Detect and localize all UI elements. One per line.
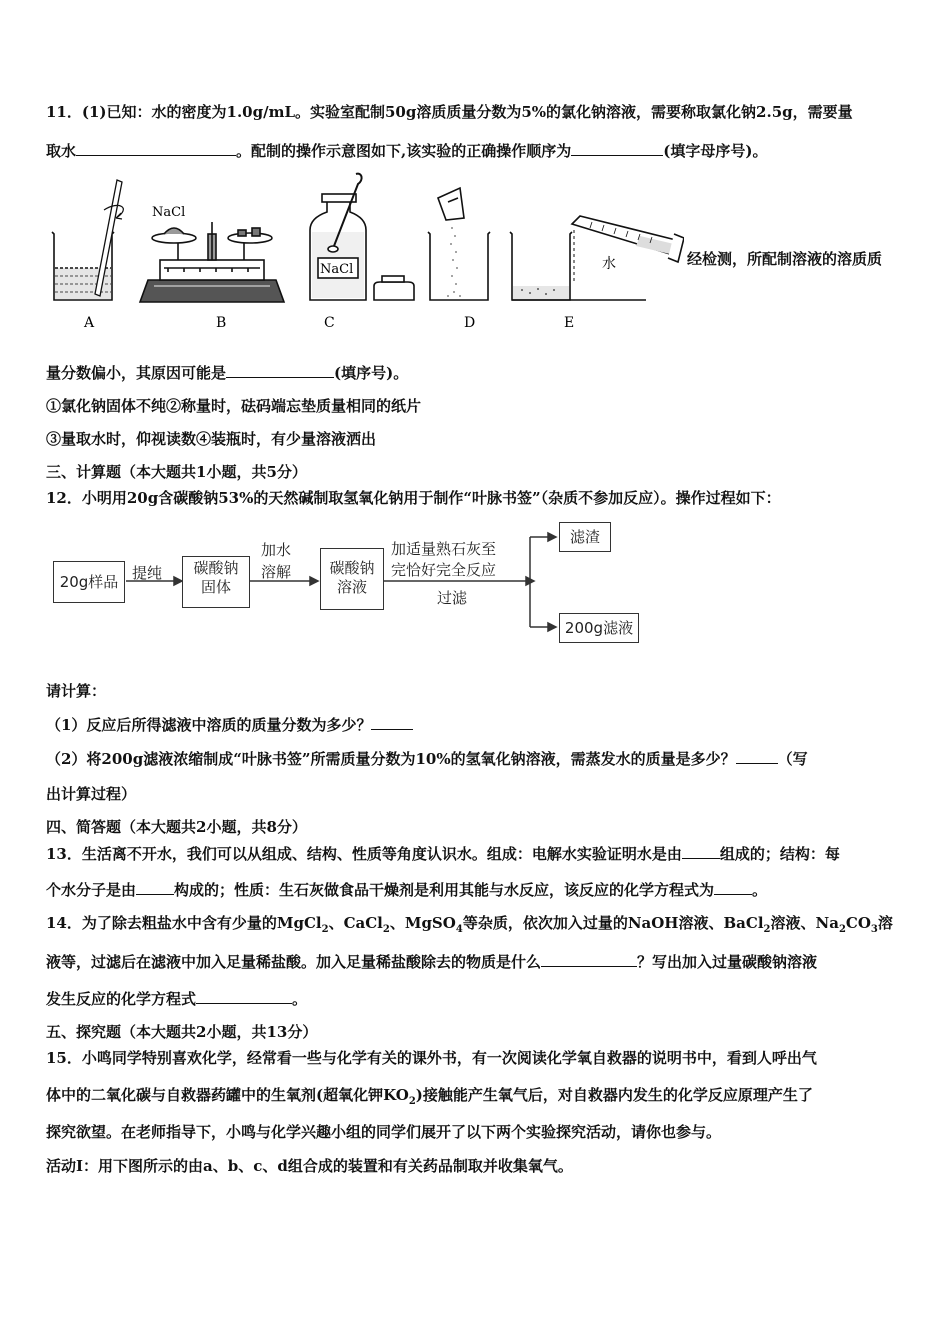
q11-side-text: 经检测，所配制溶液的溶质质: [687, 250, 883, 268]
q15-line2-b: )接触能产生氧气后，对自救器内发生的化学反应原理产生了: [415, 1086, 813, 1104]
q15-line2: [46, 1085, 813, 1112]
fig-d-beaker-pour: [428, 188, 490, 300]
answer-blank-q14-1[interactable]: [541, 951, 637, 967]
q14-line2-b: ？写出加入过量碳酸钠溶液: [637, 953, 818, 971]
answer-blank-q13-3[interactable]: [714, 879, 752, 895]
q12-sub2-text: （2）将200g滤液浓缩制成“叶脉书签”所需质量分数为10%的氢氧化钠溶液，需蒸发水的质量是多少？: [46, 750, 736, 768]
flow-step-dissolve-1: 加水: [261, 541, 292, 559]
flow-step-react-1: 加适量熟石灰至: [391, 540, 497, 558]
q11-option-1: ①氯化钠固体不纯②称量时，砝码端忘垫质量相同的纸片: [46, 397, 422, 415]
q14-c: 、MgSO: [389, 914, 456, 932]
q12-sub2-cont: 出计算过程）: [46, 785, 137, 803]
fig-label-d: D: [464, 315, 476, 331]
flow-step-filter: 过滤: [437, 589, 468, 607]
q12-sub1: [46, 714, 413, 735]
q11-line2: [46, 140, 767, 161]
fig-label-e: E: [564, 315, 575, 331]
section-3-heading: 三、计算题（本大题共1小题，共5分）: [46, 463, 307, 481]
fig-b-nacl-label: NaCl: [152, 205, 186, 220]
answer-blank-q12-1[interactable]: [371, 714, 413, 730]
answer-blank-q12-2[interactable]: [736, 748, 778, 764]
flow-step-dissolve-2: 溶解: [261, 563, 292, 581]
section-4-heading: 四、简答题（本大题共2小题，共8分）: [46, 818, 307, 836]
q14-line3-a: 发生反应的化学方程式: [46, 990, 197, 1008]
q12-line1: 12．小明用20g含碳酸钠53%的天然碱制取氢氧化钠用于制作“叶脉书签”（杂质不参加反应）。操作过程如下：: [46, 489, 781, 507]
fig-label-c: C: [324, 315, 335, 331]
q15-line3: 探究欲望。在老师指导下，小鸣与化学兴趣小组的同学们展开了以下两个实验探究活动，请你也参与。: [46, 1123, 722, 1141]
fig-e-pour-water: [510, 216, 684, 300]
fig-c-reagent-bottle: [310, 174, 414, 300]
q13-text-d: 构成的；性质：生石灰做食品干燥剂是利用其能与水反应，该反应的化学方程式为: [174, 881, 715, 899]
q14-f-sub: 3: [870, 924, 878, 935]
q11-line2-a: 取水: [46, 142, 77, 160]
q14-f: CO: [845, 914, 871, 932]
q14-b: 、CaCl: [328, 914, 383, 932]
q15-line1: 15．小鸣同学特别喜欢化学，经常看一些与化学有关的课外书，有一次阅读化学氧自救器的说明书中，看到人呼出气: [46, 1049, 817, 1067]
q11-line3: [46, 362, 408, 383]
fig-label-a: A: [84, 315, 95, 331]
answer-blank-q13-2[interactable]: [136, 879, 174, 895]
q14-d: 等杂质，依次加入过量的NaOH溶液、BaCl: [462, 914, 764, 932]
q13-text-c: 个水分子是由: [46, 881, 137, 899]
section-5-heading: 五、探究题（本大题共2小题，共13分）: [46, 1023, 318, 1041]
solution-prep-figure: [44, 172, 684, 337]
flow-box3-line1: 碳酸钠: [329, 559, 375, 577]
fig-a-beaker-stir: [52, 180, 123, 300]
fig-b-balance: [140, 222, 284, 302]
q14-d-sub: 2: [763, 924, 771, 935]
q14-a: 14．为了除去粗盐水中含有少量的MgCl: [46, 914, 322, 932]
flow-box2-line2: 固体: [200, 578, 231, 596]
answer-blank-q13-1[interactable]: [682, 843, 720, 859]
q14-g: 溶: [877, 914, 893, 932]
q14-line2-a: 液等，过滤后在滤液中加入足量稀盐酸。加入足量稀盐酸除去的物质是什么: [46, 953, 542, 971]
q14-line1: [46, 913, 893, 940]
q14-line2: [46, 951, 817, 972]
q15-line2-a: 体中的二氧化碳与自救器药罐中的生氧剂(超氧化钾KO: [46, 1086, 409, 1104]
q14-e: 溶液、Na: [770, 914, 839, 932]
answer-blank-reason[interactable]: [226, 362, 334, 378]
q13-line2: [46, 879, 767, 900]
q14-line3-b: 。: [292, 990, 308, 1008]
q12-sub2: [46, 748, 808, 769]
flow-box-sample: 20g样品: [53, 561, 125, 603]
q13-text-a: 13．生活离不开水，我们可以从组成、结构、性质等角度认识水。组成：电解水实验证明水是由: [46, 845, 682, 863]
q12-sub1-text: （1）反应后所得滤液中溶质的质量分数为多少？: [46, 716, 372, 734]
answer-blank-q14-2[interactable]: [196, 988, 292, 1004]
q14-line3: [46, 988, 307, 1009]
q13-text-e: 。: [752, 881, 768, 899]
flow-step-react-2: 完恰好完全反应: [391, 561, 497, 579]
q11-line3-b: (填序号)。: [334, 364, 409, 382]
q11-line3-a: 量分数偏小，其原因可能是: [46, 364, 227, 382]
q12-sub2-tail: （写: [777, 750, 808, 768]
q13-text-b: 组成的；结构：每: [719, 845, 840, 863]
flow-box-na2co3-solution: [320, 548, 384, 610]
q14-a-sub: 2: [321, 924, 329, 935]
answer-blank-order[interactable]: [571, 140, 663, 156]
flow-step-purify: 提纯: [132, 564, 163, 582]
q11-option-2: ③量取水时，仰视读数④装瓶时，有少量溶液洒出: [46, 430, 377, 448]
flow-box-na2co3-solid: [182, 556, 250, 608]
flow-box2-line1: 碳酸钠: [193, 559, 239, 577]
fig-label-b: B: [216, 315, 227, 331]
q11-line1: 11．(1)已知：水的密度为1.0g/mL。实验室配制50g溶质质量分数为5%的氯化钠溶液，需要称取氯化钠2.5g，需要量: [46, 103, 853, 121]
q12-ask: 请计算：: [46, 682, 107, 700]
fig-e-water-label: 水: [602, 256, 616, 272]
q11-line2-c: (填字母序号)。: [663, 142, 768, 160]
q14-e-sub: 2: [838, 924, 846, 935]
flow-box3-line2: 溶液: [336, 578, 367, 596]
q14-c-sub: 4: [455, 924, 463, 935]
q15-line2-sub: 2: [408, 1096, 416, 1107]
flow-box-filtrate: 200g滤液: [559, 613, 639, 643]
q11-line2-b: 。配制的操作示意图如下,该实验的正确操作顺序为: [236, 142, 572, 160]
flow-box-residue: 滤渣: [559, 522, 611, 552]
q14-b-sub: 2: [382, 924, 390, 935]
answer-blank-water[interactable]: [76, 140, 236, 156]
q15-line4: 活动Ⅰ：用下图所示的由a、b、c、d组合成的装置和有关药品制取并收集氧气。: [46, 1157, 573, 1175]
fig-c-nacl-label: NaCl: [320, 262, 354, 277]
q13-line1: [46, 843, 840, 864]
